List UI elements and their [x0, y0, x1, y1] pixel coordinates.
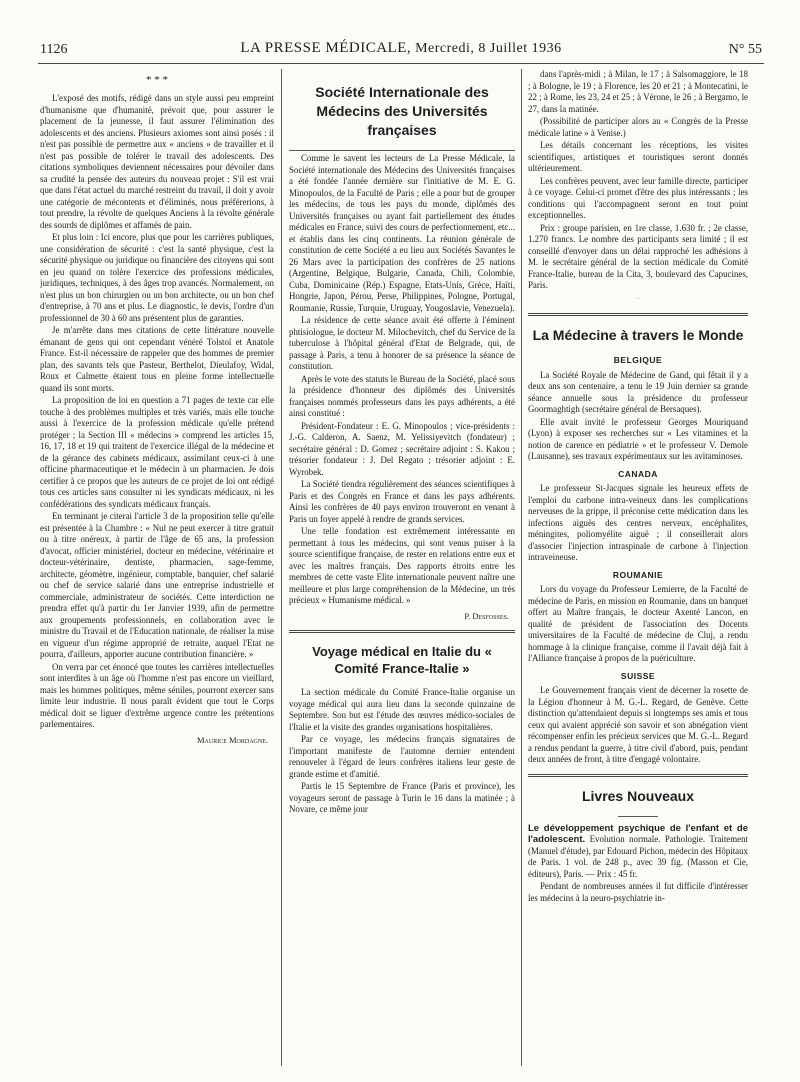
- country-heading: ROUMANIE: [612, 569, 664, 580]
- paragraph: Les détails concernant les réceptions, les visites scientifiques, artistiques et touristiques seront donnés ultérieurement.: [528, 140, 748, 173]
- country-sections: [528, 355, 748, 766]
- divider: [289, 630, 515, 633]
- paragraph: Le professeur St-Jacques signale les heureux effets de l'emploi du carbone intra-veineux dans les complications nerveuses de la grippe, il préconise cette médication dans les infections aiguës des centres nerveux, encéphalites, méningites, poliomyélite aiguë ; il conseillerait alors d'associer l'injection intraspinale de carbone à l'injection intraveineuse.: [528, 483, 748, 562]
- paragraph: Elle avait invité le professeur Georges Mouriquand (Lyon) à exposer ses recherches sur « Les vitamines et la notion de carence en pédiatrie » et le professeur V. Demole (Lausanne), ses travaux expérimentaux sur les avitaminoses.: [528, 416, 748, 461]
- paragraph: La proposition de loi en question a 71 pages de texte car elle touche à des problèmes multiples et très variés, mais elle touche aussi à l'exercice de la profession médicale qu'elle prétend protéger ; la Section III « médecins » comprend les articles 15, 16, 17, 18 et 19 qui traitent de l'exercice illégal de la médecine et de la gérance des cabinets médicaux, assimilant ceux-ci à une officine pharmaceutique et le médecin à un pharmacien. Je dois certifier à ce propos que les auteurs de ce projet de loi ont rédigé tous ces articles sans consulter ni les syndicats médicaux, ni les confédérations des syndicats médicaux français.: [40, 395, 274, 509]
- column-rule: [281, 69, 282, 1066]
- paragraph: Partis le 15 Septembre de France (Paris et province), les voyageurs seront de passage à Turin le 16 dans la matinée ; à Novare, ce même jour: [289, 781, 515, 814]
- issue-date: Mercredi, 8 Juillet 1936: [415, 41, 562, 56]
- book-entry: [528, 823, 748, 881]
- heading-societe: Société Internationale des Médecins des Universités françaises: [315, 84, 489, 138]
- journal-title: [40, 40, 762, 57]
- column-right: [528, 69, 748, 1066]
- paragraph: La Société tiendra régulièrement des séances scientifiques à Paris et des Congrès en France et dans les pays adhérents. Ainsi les confrères de 40 pays environ trouveront en venant à Paris un foyer appelé à rendre de grands services.: [289, 479, 515, 524]
- country-heading: SUISSE: [620, 670, 656, 681]
- paragraph: En terminant je citerai l'article 3 de la proposition telle qu'elle est présentée à la Chambre : « Nul ne peut exercer à titre gratuit ou à titre onéreux, à partir de l'âge de 65 ans, la profession d'avocat, officier ministériel, docteur en médecine, vétérinaire et docteur-vétérinaire, dentiste, pharmacien, sage-femme, architecte, géomètre, ingénieur, comptable, banquier, chef salarié ou chef de service salarié dans une entreprise industrielle et commerciale, administrateur de sociétés. Cette interdiction ne prendra effet qu'à partir du 1er Janvier 1939, afin de permettre aux groupements professionnels, en collaboration avec le ministre du Travail et de l'Education nationale, de réaliser la mise en vigueur d'un régime approprié de retraite, auquel l'Etat ne pourra, d'ailleurs, apporter aucune contribution financière. »: [40, 511, 274, 659]
- paragraph: La Société Royale de Médecine de Gand, qui fêtait il y a deux ans son centenaire, a tenu le 19 Juin dernier sa grande séance annuelle sous la présidence du professeur Goormaghtigh (secrétaire général de Bersaques).: [528, 369, 748, 414]
- country-heading: CANADA: [618, 468, 658, 479]
- column-rule: [521, 69, 522, 1066]
- heading-voyage: Voyage médical en Italie du « Comité France-Italie »: [312, 644, 492, 676]
- paragraph: Comme le savent les lecteurs de La Presse Médicale, la Société internationale des Médecins des Universités françaises a été fondée l'année dernière sur l'initiative de M. E. G. Minopoulos, de la Faculté de Paris ; elle a pour but de grouper les médecins, de tous les pays du monde, diplômés des Universités françaises ou ayant fait partiellement des études médicales en France, suivi des cours de perfectionnement, etc... et établis dans les cinq continents. La réunion générale de constitution de cette Société a eu lieu aux Sociétés Savantes le 26 Mars avec la participation des confrères de 25 nations (Argentine, Belgique, Bulgarie, Canada, Chili, Colombie, Cuba, Dominicaine (Rép.) Espagne, Etats-Unis, Grèce, Haïti, Hongrie, Japon, Pérou, Perse, Philippines, Pologne, Portugal, Roumanie, Russie, Turquie, Uruguay, Yougoslavie, Venezuela).: [289, 153, 515, 313]
- paragraph: L'exposé des motifs, rédigé dans un style aussi peu empreint d'humanisme que d'humanité, prévoit que, pour assurer le placement de la jeunesse, il faut assurer l'élimination des adolescents et des anciens. Plusieurs axiomes sont ainsi posés : il n'est pas possible de permettre aux « anciens » de travailler et il n'est pas possible de tolérer le travail des adolescents. Des citations symboliques deviennent nécessaires pour dévoiler dans sa crudité la pensée des auteurs du nouveau projet : S'il est vrai que dans l'état actuel du marché restreint du travail, il doit y avoir une catégorie de mécontents et d'éliminés, nous préférerions, à tout prendre, la révolte de quelques Anciens à la révolte générale des sourds de diplômes et affamés de pain.: [40, 93, 274, 230]
- column-left: [40, 69, 274, 1066]
- divider: [289, 150, 515, 151]
- paragraph: Président-Fondateur : E. G. Minopoulos ; vice-présidents : J.-G. Calderon, A. Saenz, M. Yelissiyevitch (fondateur) ; secrétaire général : D. Gomez ; secrétaire adjoint : S. Kakou ; trésorier fondateur : J. Del Regato ; trésorier adjoint : E. Wyrobek.: [289, 420, 515, 477]
- paragraph: Par ce voyage, les médecins français signataires de l'important manifeste de l'automne dernier entendent renouveler à l'égard de leurs confrères italiens leur geste de grande estime et d'amitié.: [289, 734, 515, 779]
- book-title: Le développement psychique de l'enfant et de l'adolescent.: [528, 822, 748, 845]
- heading-medecine-monde: La Médecine à travers le Monde: [532, 327, 744, 343]
- page-header: [40, 40, 762, 62]
- page-number: 1126: [40, 42, 68, 57]
- section-stars: * * *: [146, 74, 168, 86]
- article-body: [289, 687, 515, 816]
- header-rule: [38, 63, 764, 64]
- article-body: [528, 69, 748, 292]
- issue-number: N° 55: [728, 42, 762, 57]
- paragraph: Prix : groupe parisien, en 1re classe, 1.630 fr. ; 2e classe, 1.270 francs. Le nombre des participants sera limité ; il est conseillé d'envoyer dans un délai rapproché les adhésions à M. le secrétaire général de la section médicale du Comité France-Italie, bureau de la Cita, 3, boulevard des Capucines, Paris.: [528, 222, 748, 290]
- divider: [528, 313, 748, 316]
- paragraph: La résidence de cette séance avait été offerte à l'éminent phtisiologue, le docteur M. Milochevitch, chef du Service de la tuberculose à l'hôpital général d'Etat de Belgrade, qui, de passage à Paris, a tenu à honorer de sa présence la séance de constitution.: [289, 315, 515, 371]
- paragraph: Après le vote des statuts le Bureau de la Société, placé sous la présidence d'honneur des diplômés des Universités françaises nommés professeurs dans les pays adhérents, a été ainsi constitué :: [289, 373, 515, 418]
- paragraph: Je m'arrête dans mes citations de cette littérature nouvelle émanant de gens qui ont cependant vénéré Tolstoï et Anatole France. Est-il nécessaire de rappeler que des hommes de premier plan, des savants tels que Pasteur, Berthelot, Dieulafoy, Widal, Roux et Calmette étaient tous en pleine forme intellectuelle quand ils sont morts.: [40, 325, 274, 393]
- book-reference: Evolution normale. Pathologie. Traitement (Manuel d'étude), par Edouard Pichon, médecin des Hôpitaux de Paris. 1 vol. de 248 p., avec 39 fig. (Masson et Cie, éditeurs), Paris. — Prix : 45 fr.: [528, 834, 748, 879]
- divider: [618, 816, 658, 817]
- paragraph: On verra par cet énoncé que toutes les carrières intellectuelles sont interdites à un âge où l'homme n'est pas encore un vieillard, mais les hommes politiques, même séniles, pourront exercer sans limite leur industrie. Il nous paraît évident que tout le Corps médical doit se liguer d'extrême urgence contre les prétentions parlementaires.: [40, 661, 274, 729]
- paragraph: Le Gouvernement français vient de décerner la rosette de la Légion d'honneur à M. G.-L. Regard, de Genève. Cette distinction qu'attendaient depuis si longtemps ses amis et tous ceux qui avaient apprécié son savoir et son abnégation vient récompenser enfin les précieux services que M. G.-L. Regard a rendus pendant la guerre, à titre civil d'abord, puis, pendant deux années de front, à titre d'engagé volontaire.: [528, 685, 748, 764]
- country-heading: BELGIQUE: [613, 355, 663, 365]
- divider: ·: [637, 295, 639, 302]
- article-body: [289, 153, 515, 607]
- paragraph: Une telle fondation est extrêmement intéressante en permettant à tous les médecins, qui sont venus puiser à la source scientifique française, de rester en relations entre eux et avec les maîtres français. Des rapports étroits entre les membres de cette vaste Elite internationale peuvent naître une meilleure et plus large compréhension de la Médecine, un très précieux « Humanisme médical. »: [289, 526, 515, 605]
- article-body: [40, 93, 274, 731]
- author-signature: Maurice Mordagne.: [196, 734, 268, 745]
- column-middle: [289, 69, 515, 1066]
- paragraph: Et plus loin : Ici encore, plus que pour les carrières publiques, une considération de sécurité : c'est la santé physique, c'est la sécurité physique ou juridique ou financière des citoyens qui sont en jeu quand on tolère l'exercice des professions médicales, juridiques, techniques, à des âges trop avancés. Normalement, on n'est plus un bon chirurgien ou un bon architecte, ou un bon chef d'entreprise, à 70 ans et plus. Le diagnostic, le devis, l'ordre d'un professionnel de 30 à 60 ans présentent plus de garanties.: [40, 232, 274, 323]
- heading-livres: Livres Nouveaux: [581, 787, 695, 804]
- paragraph: dans l'après-midi ; à Milan, le 17 ; à Salsomaggiore, le 18 ; à Bologne, le 19 ; à Florence, les 20 et 21 ; à Montecatini, le 22 ; à Rome, les 23, 24 et 25 ; à Vérone, le 26 ; à Bergamo, le 27, dans la matinée.: [528, 69, 748, 114]
- journal-name: LA PRESSE MÉDICALE,: [240, 40, 412, 56]
- paragraph: Les confrères peuvent, avec leur famille directe, participer à ce voyage. Celui-ci promet d'être des plus intéressants ; les conditions qui l'accompagnent seront en tout point exceptionnelles.: [528, 175, 748, 220]
- paragraph: (Possibilité de participer alors au « Congrès de la Presse médicale latine » à Venise.): [528, 116, 748, 138]
- author-signature: P. Desfosses.: [464, 610, 509, 621]
- book-review: Pendant de nombreuses années il fut difficile d'intéresser les médecins à la neuro-psychiatrie in-: [528, 881, 748, 903]
- paragraph: La section médicale du Comité France-Italie organise un voyage médical qui aura lieu dans la seconde quinzaine de Septembre. Son but est l'étude des œuvres médico-sociales de l'Italie et la visite des grandes organisations hospitalières.: [289, 687, 515, 732]
- paragraph: Lors du voyage du Professeur Lemierre, de la Faculté de médecine de Paris, en mission en Roumanie, dans un banquet offert au Maître français, le docteur Axenté Lancon, en qualité de président de l'association des Docents universitaires de la Faculté de médecine de Cluj, a rendu hommage à la clinique française, comme il l'avait déjà fait à l'Alliance française à propos de la puériculture.: [528, 584, 748, 663]
- divider: [528, 774, 748, 777]
